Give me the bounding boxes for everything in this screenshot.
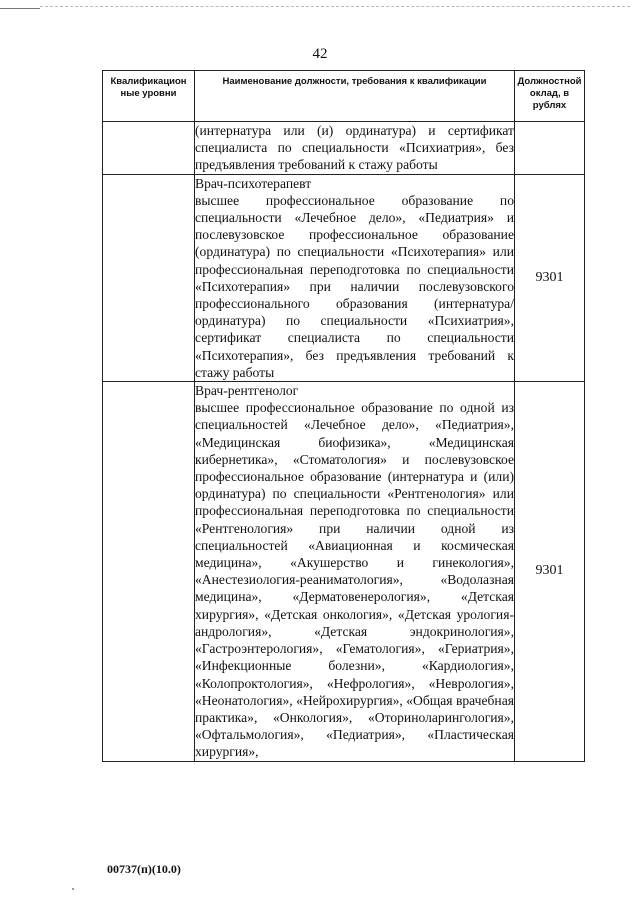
row-text: высшее профессиональное образование по специальности «Лечебное дело», «Педиатрия» и послевузовское профессиональное образование (ординатура) по специальности «Психотерапия» или профессиональная переподготовка по специальности «Психотерапия» при наличии послевузовского профессионального образования (интернатура/ординатура) по специальности «Психиатрия», сертификат специалиста по специальности «Психотерапия», без предъявления требований к стажу работы — [195, 192, 514, 380]
row-text: (интернатура или (и) ординатура) и сертификат специалиста по специальности «Психиатрия», без предъявления требований к стажу работы — [195, 123, 514, 173]
position-title: Врач-рентгенолог — [195, 383, 299, 399]
cell-position — [195, 382, 515, 761]
scan-artifact-dashed-line — [40, 6, 630, 7]
qualification-table — [102, 70, 585, 762]
table-row — [103, 174, 585, 381]
scan-dot — [72, 888, 74, 890]
cell-salary — [515, 122, 585, 175]
header-level: Квалификацион ные уровни — [103, 71, 195, 122]
cell-level — [103, 122, 195, 175]
cell-level — [103, 174, 195, 381]
table-row — [103, 122, 585, 175]
cell-position — [195, 122, 515, 175]
document-code: 00737(п)(10.0) — [107, 862, 181, 876]
cell-level — [103, 382, 195, 761]
table-header-row — [103, 71, 585, 122]
cell-salary: 9301 — [515, 174, 585, 381]
page-number: 42 — [312, 46, 328, 62]
scan-artifact-line — [0, 8, 40, 9]
cell-position — [195, 174, 515, 381]
position-title: Врач-психотерапевт — [195, 175, 312, 191]
header-position: Наименование должности, требования к квалификации — [195, 71, 515, 122]
header-salary: Должностной оклад, в рублях — [515, 71, 585, 122]
row-text: высшее профессиональное образование по одной из специальностей «Лечебное дело», «Педиатрия», «Медицинская биофизика», «Медицинская кибернетика», «Стоматология» и послевузовское профессиональное образование (интернатура и (или) ординатура) по специальности «Рентгенология» или профессиональная переподготовка по специальности «Рентгенология» при наличии одной из специальностей «Авиационная и космическая медицина», «Акушерство и гинекология», «Анестезиология-реаниматология», «Водолазная медицина», «Дерматовенерология», «Детская хирургия», «Детская онкология», «Детская урология-андрология», «Детская эндокринология», «Гастроэнтерология», «Гематология», «Гериатрия», «Инфекционные болезни», «Кардиология», «Колопроктология», «Нефрология», «Неврология», «Неонатология», «Нейрохирургия», «Общая врачебная практика», «Онкология», «Оториноларингология», «Офтальмология», «Педиатрия», «Пластическая хирургия», — [195, 400, 514, 760]
cell-salary: 9301 — [515, 382, 585, 761]
table-row — [103, 382, 585, 761]
